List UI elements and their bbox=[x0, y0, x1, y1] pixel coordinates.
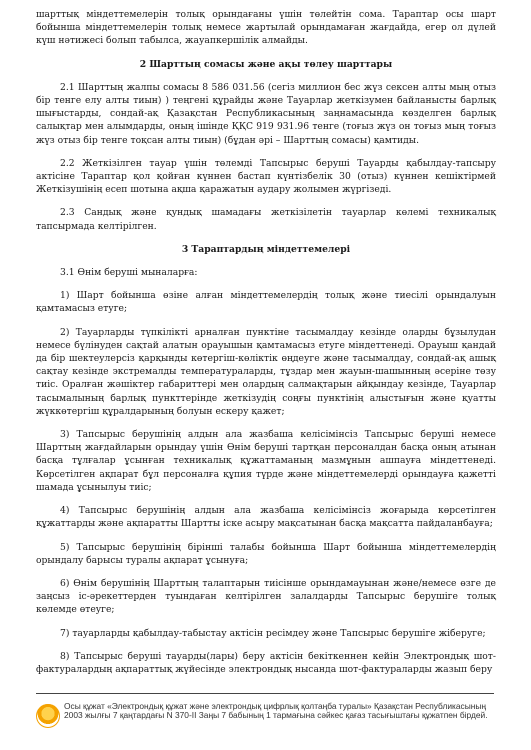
section-2-paragraph-3: 2.3 Сандық және қундық шамадағы жеткізілетін тауарлар көлемі техникалық тапсырмада келтірілген. bbox=[36, 207, 496, 232]
footer-divider bbox=[36, 693, 494, 694]
section-2-title: 2 Шарттың сомасы және ақы төлеу шарттары bbox=[139, 58, 393, 70]
obligation-item-1: 1) Шарт бойынша өзіне алған міндеттемелердің толық және тиесілі орындалуын қамтамасыз етуге; bbox=[36, 290, 496, 315]
footer bbox=[36, 702, 506, 746]
egov-logo-icon bbox=[36, 704, 60, 728]
obligation-item-2: 2) Тауарларды түпкілікті арналған пунктіне тасымалдау кезінде оларды бұзылудан немесе бүлінуден сақтай алатын орауышын қамтамасыз етуге міндеттенеді. Орауыш қандай да бір шектеулерсіз қарқынды көтергіш-көліктік өңдеуге және тасымалдау, сондай-ақ ашық сақтау кезінде экстремалды температураларды, тұздар мен жауын-шашынның әсеріне төзу тиіс. Оралған жәшіктер габариттері мен олардың салмақтарын айқындау кезінде, Тауарлар тасымалының барлық пункттерінде жеткізудің соңғы пунктінің алыстығын және қуатты жүккөтергіш құралдарының болуын ескеру қажет; bbox=[36, 326, 496, 417]
footer-text: Осы құжат «Электрондық құжат және электрондық цифрлық қолтаңба туралы» Қазақстан Республикасының 2003 жылғы 7 қаңтардағы N 370-II Заңы 7 бабының 1 тармағына сәйкес қағаз тасығыштағы құжатпен бірдей. bbox=[64, 701, 488, 721]
obligation-item-7: 7) тауарларды қабылдау-табыстау актісін ресімдеу және Тапсырыс берушіге жіберуге; bbox=[60, 627, 486, 639]
section-2-paragraph-2: 2.2 Жеткізілген тауар үшін төлемді Тапсырыс беруші Тауарды қабылдау-тапсыру актісіне Тараптар қол қойған күннен бастап күнтізбелік 30 (отыз) күннен кешіктірмей Жеткізушінің есеп шотына ақша қаражатын аудару жолымен жүргізеді. bbox=[36, 157, 496, 196]
obligation-item-3: 3) Тапсырыс берушінің алдын ала жазбаша келісімінсіз Тапсырыс беруші немесе Шарттың жағдайларын орындау үшін Өнім беруші тартқан персоналдан басқа оның атынан басқа тұлғалар ұсынған техникалық құжаттаманың мазмұнын ашпауға міндеттенеді. Көрсетілген ақпарат бұл персоналға құпия түрде және міндеттемелерді орындауға қажетті шамада ұсынылуы тиіс; bbox=[36, 429, 496, 493]
section-2-paragraph-1: 2.1 Шарттың жалпы сомасы 8 586 031.56 (сегіз миллион бес жүз сексен алты мың отыз бір тенге елу алты тиын) ) теңгені құрайды және Тауарлар жеткізумен байланысты барлық шығыстарды, сондай-ақ Қазақстан Республикасының заңнамасында көзделген барлық салықтар мен алымдарды, оның ішінде ҚҚС 919 931.96 тенге (тоғыз жүз он тоғыз мың тоғыз жүз отыз бір тенге тоқсан алты тиын) (бұдан әрі – Шарттың сомасы) қамтиды. bbox=[36, 81, 496, 146]
document-page bbox=[36, 8, 496, 686]
section-3-title: 3 Тараптардың міндеттемелері bbox=[181, 243, 351, 255]
obligation-item-8: 8) Тапсырыс беруші тауарды(лары) беру актісін бекіткеннен кейін Электрондық шот-фактуралардың ақпараттық жүйесінде электрондық нысанда шот-фактураларды жазып беру bbox=[36, 650, 496, 675]
section-3-intro: 3.1 Өнім беруші мыналарға: bbox=[60, 267, 198, 279]
obligation-item-6: 6) Өнім берушінің Шарттың талаптарын тиісінше орындамауынан және/немесе өзге де заңсыз іс-әрекеттерден туындаған келтірілген залалдарды Тапсырыс берушіге толық көлемде өтеуге; bbox=[36, 577, 496, 616]
paragraph-top: шарттық міндеттемелерін толық орындағаны үшін төлейтін сома. Тараптар осы шарт бойынша міндеттемелерін толық немесе жартылай орындамаған жағдайда, егер ол дүлей күш нәтижесі болып табылса, жауапкершілік алмайды. bbox=[36, 9, 496, 47]
obligation-item-4: 4) Тапсырыс берушінің алдын ала жазбаша келісімінсіз жоғарыда көрсетілген құжаттарды және ақпаратты Шартты іске асыру мақсатынан басқа мақсатта пайдаланбауға; bbox=[36, 505, 496, 530]
obligation-item-5: 5) Тапсырыс берушінің бірінші талабы бойынша Шарт бойынша міндеттемелердің орындалу барысы туралы ақпарат ұсынуға; bbox=[36, 541, 496, 566]
